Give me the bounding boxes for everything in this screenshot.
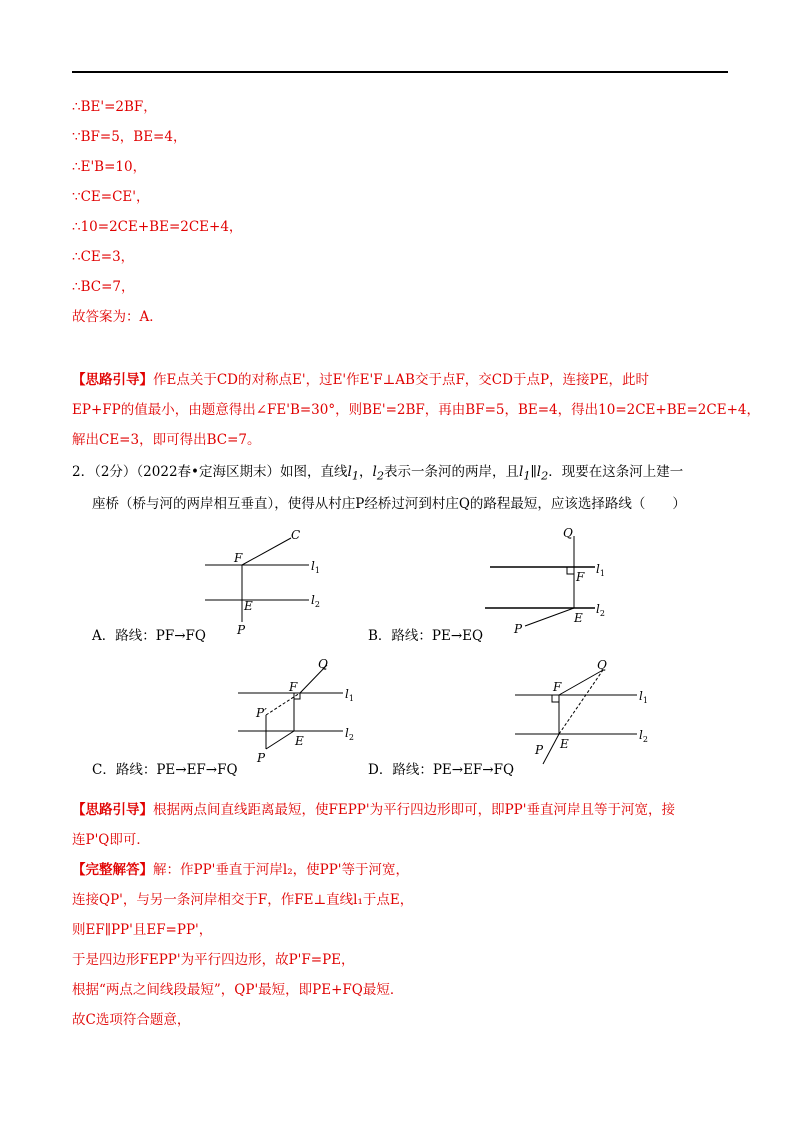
hint-2-tag: 【思路引导】 — [72, 802, 153, 818]
figure-b — [485, 520, 625, 644]
fig-a-p-label: P — [237, 623, 246, 637]
question-number: 2． — [72, 464, 95, 480]
fig-c-l2-label: $l_2$ — [345, 726, 354, 742]
answer-text-1: 解：作PP'垂直于河岸l₂，使PP'等于河宽， — [153, 862, 409, 878]
solution-line-4: ∵CE=CE'， — [72, 189, 150, 205]
hint-1-tag: 【思路引导】 — [72, 372, 153, 388]
solution-line-8: 故答案为：A． — [72, 309, 163, 325]
parallel-expression: $l_1\parallel l_2$ — [519, 464, 549, 483]
fig-c-pp-label: P′ — [256, 706, 267, 720]
question-line-1: 2．（2分）（2022春•定海区期末）如图，直线$l_1$，$l_2$表示一条河的两岸，且$l_1\parallel l_2$．现要在这条河上建一 — [72, 464, 684, 483]
hint-2-line-2: 连P'Q即可． — [72, 832, 150, 848]
option-a[interactable]: A．路线：PF→FQ — [92, 628, 206, 644]
fig-b-l2-label: $l_2$ — [596, 602, 605, 618]
answer-line-1 — [72, 860, 409, 880]
answer-line-2: 连接QP'，与另一条河岸相交于F，作FE⊥直线l₁于点E， — [72, 892, 414, 908]
fig-c-e-label: E — [295, 734, 304, 748]
answer-line-4: 于是四边形FEPP'为平行四边形，故P'F=PE， — [72, 952, 355, 968]
fig-d-q-label: Q — [597, 658, 607, 672]
solution-line-7: ∴BC=7， — [72, 279, 135, 295]
answer-line-3: 则EF∥PP'且EF=PP'， — [72, 922, 213, 938]
hint-1-text-1: 作E点关于CD的对称点E'，过E'作E'F⊥AB交于点F，交CD于点P，连接PE，此时 — [153, 372, 649, 388]
fig-c-f-label: F — [289, 680, 298, 694]
question-line-2: 座桥（桥与河的两岸相互垂直），使得从村庄P经桥过河到村庄Q的路程最短，应该选择路线（ ） — [92, 496, 686, 512]
solution-line-6: ∴CE=3， — [72, 249, 135, 265]
fig-c-p-label: P — [257, 751, 266, 765]
answer-tag: 【完整解答】 — [72, 862, 153, 878]
fig-b-q-label: Q — [563, 526, 573, 540]
answer-line-6: 故C选项符合题意， — [72, 1012, 191, 1028]
solution-line-3: ∴E'B=10， — [72, 159, 147, 175]
fig-d-l2-label: $l_2$ — [639, 728, 648, 744]
question-text-a: （2分）（2022春•定海区期末）如图，直线 — [94, 464, 348, 480]
fig-a-e-label: E — [244, 599, 253, 613]
fig-a-c-label: C — [291, 528, 301, 542]
fig-d-f-label: F — [553, 680, 562, 694]
fig-a-l1-label: $l_1$ — [311, 559, 320, 575]
question-text-b: 表示一条河的两岸，且 — [384, 464, 520, 480]
fig-d-p-label: P — [535, 743, 544, 757]
fig-b-p-label: P — [514, 622, 523, 636]
question-text-c: ．现要在这条河上建一 — [548, 464, 684, 480]
solution-line-1: ∴BE'=2BF， — [72, 99, 157, 115]
figure-a — [205, 528, 335, 642]
hint-1-line-3: 解出CE=3，即可得出BC=7。 — [72, 432, 261, 448]
fig-a-l2-label: $l_2$ — [311, 593, 320, 609]
option-b[interactable]: B．路线：PE→EQ — [368, 628, 484, 644]
hint-2-line-1 — [72, 800, 675, 820]
header-rule — [72, 71, 728, 73]
solution-line-2: ∵BF=5，BE=4， — [72, 129, 187, 145]
figure-d — [515, 658, 665, 772]
hint-2-text-1: 根据两点间直线距离最短，使FEPP'为平行四边形即可，即PP'垂直河岸且等于河宽，接 — [153, 802, 675, 818]
answer-line-5: 根据“两点之间线段最短”，QP'最短，即PE+FQ最短． — [72, 982, 404, 998]
fig-d-l1-label: $l_1$ — [639, 689, 648, 705]
fig-c-l1-label: $l_1$ — [345, 687, 354, 703]
l1-symbol: $l_1$ — [347, 464, 360, 483]
fig-c-q-label: Q — [318, 657, 328, 671]
figure-c — [238, 655, 378, 769]
option-c[interactable]: C．路线：PE→EF→FQ — [92, 762, 238, 778]
fig-b-e-label: E — [574, 611, 583, 625]
fig-d-e-label: E — [560, 737, 569, 751]
fig-b-l1-label: $l_1$ — [596, 562, 605, 578]
fig-a-f-label: F — [234, 551, 243, 565]
option-d[interactable]: D．路线：PE→EF→FQ — [368, 762, 515, 778]
l2-symbol: $l_2$ — [372, 464, 385, 483]
solution-line-5: ∴10=2CE+BE=2CE+4， — [72, 219, 243, 235]
hint-1-line-1 — [72, 370, 649, 390]
hint-1-line-2: EP+FP的值最小，由题意得出∠FE'B=30°，则BE'=2BF，再由BF=5，BE=4，得出10=2CE+BE=2CE+4， — [72, 402, 760, 418]
fig-b-f-label: F — [576, 570, 585, 584]
